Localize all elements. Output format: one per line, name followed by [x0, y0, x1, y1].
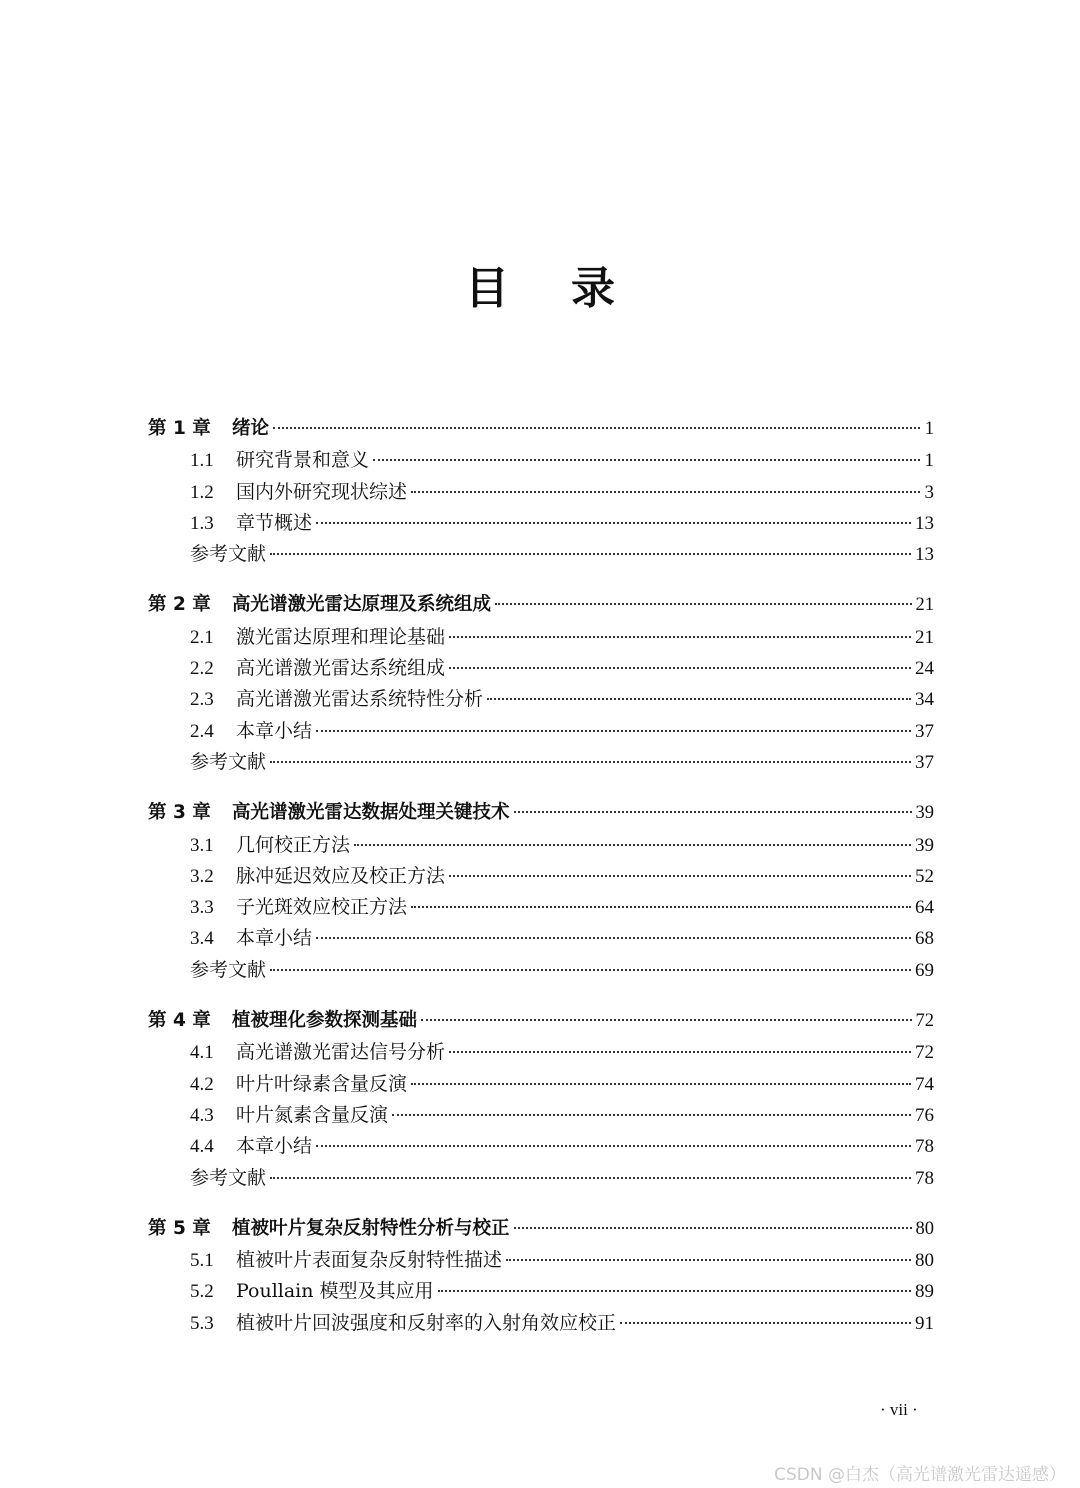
toc-chapter-block: [148, 798, 934, 986]
section-number: 3.4: [190, 928, 214, 950]
dot-leader: [514, 811, 912, 813]
toc-chapter-block: [148, 1214, 934, 1339]
footer-page-number: · vii ·: [880, 1400, 918, 1419]
chapter-label: 第 4 章: [148, 1010, 211, 1032]
toc-chapter-block: [148, 1006, 934, 1194]
toc-section-entry[interactable]: [148, 716, 934, 747]
section-page-number: 89: [915, 1281, 934, 1303]
section-page-number: 76: [915, 1104, 934, 1126]
section-page-number: 13: [915, 512, 934, 534]
section-page-number: 69: [915, 959, 934, 981]
section-title: 高光谱激光雷达信号分析: [236, 1041, 446, 1064]
toc-chapter-block: [148, 590, 934, 778]
chapter-label: 第 1 章: [148, 418, 211, 439]
section-page-number: 91: [915, 1312, 934, 1334]
section-page-number: 3: [924, 481, 934, 503]
dot-leader: [421, 1019, 911, 1021]
section-page-number: 39: [915, 834, 934, 856]
section-page-number: 68: [915, 928, 934, 950]
section-number: 4.2: [190, 1073, 214, 1095]
toc-section-entry[interactable]: [148, 1131, 934, 1162]
dot-leader: [270, 1177, 911, 1179]
dot-leader: [506, 1259, 911, 1261]
section-number: 2.4: [190, 720, 214, 742]
section-page-number: 80: [915, 1250, 934, 1272]
dot-leader: [514, 1227, 912, 1229]
section-page-number: 37: [915, 751, 934, 773]
section-title: 脉冲延迟效应及校正方法: [236, 864, 446, 887]
dot-leader: [316, 522, 911, 524]
page-title: [0, 252, 1080, 316]
toc-section-entry[interactable]: [148, 1308, 934, 1339]
dot-leader: [438, 1290, 911, 1292]
section-page-number: 78: [915, 1167, 934, 1189]
table-of-contents: [148, 414, 934, 1359]
dot-leader: [270, 553, 911, 555]
toc-chapter-entry[interactable]: [148, 1006, 934, 1037]
watermark: CSDN @白杰（高光谱激光雷达遥感）: [774, 1465, 1066, 1485]
section-title: 叶片叶绿素含量反演: [236, 1072, 408, 1095]
chapter-label: 第 3 章: [148, 802, 211, 824]
section-title: 高光谱激光雷达系统特性分析: [236, 688, 484, 711]
section-title: 章节概述: [236, 511, 313, 534]
toc-section-entry[interactable]: [148, 955, 934, 986]
section-page-number: 21: [915, 626, 934, 648]
dot-leader: [495, 603, 911, 605]
section-title: 参考文献: [190, 750, 267, 773]
toc-chapter-entry[interactable]: [148, 1214, 934, 1245]
toc-section-entry[interactable]: [148, 923, 934, 954]
toc-section-entry[interactable]: [148, 861, 934, 892]
toc-section-entry[interactable]: [148, 1037, 934, 1068]
toc-section-entry[interactable]: [148, 1245, 934, 1276]
dot-leader: [411, 1083, 911, 1085]
section-title: 植被叶片表面复杂反射特性描述: [236, 1249, 503, 1272]
toc-section-entry[interactable]: [148, 684, 934, 715]
section-number: 2.2: [190, 658, 214, 680]
section-number: 4.4: [190, 1136, 214, 1158]
section-page-number: 24: [915, 658, 934, 680]
section-page-number: 72: [915, 1042, 934, 1064]
section-title: 研究背景和意义: [236, 449, 370, 472]
chapter-page-number: 39: [915, 803, 934, 824]
section-page-number: 74: [915, 1073, 934, 1095]
section-page-number: 34: [915, 689, 934, 711]
section-number: 1.1: [190, 450, 214, 472]
section-page-number: 37: [915, 720, 934, 742]
toc-section-entry[interactable]: [148, 747, 934, 778]
section-number: 4.1: [190, 1042, 214, 1064]
toc-section-entry[interactable]: [148, 892, 934, 923]
dot-leader: [449, 1051, 911, 1053]
section-page-number: 78: [915, 1136, 934, 1158]
toc-section-entry[interactable]: [148, 1163, 934, 1194]
section-number: 3.2: [190, 865, 214, 887]
section-title: 参考文献: [190, 958, 267, 981]
section-title: 本章小结: [236, 719, 313, 742]
dot-leader: [392, 1114, 911, 1116]
dot-leader: [316, 1145, 911, 1147]
chapter-label: 第 2 章: [148, 594, 211, 616]
section-number: 5.3: [190, 1312, 214, 1334]
dot-leader: [449, 636, 911, 638]
section-number: 5.2: [190, 1281, 214, 1303]
dot-leader: [449, 667, 911, 669]
section-title: 叶片氮素含量反演: [236, 1103, 389, 1126]
section-title: 子光斑效应校正方法: [236, 896, 408, 919]
toc-section-entry[interactable]: [148, 1276, 934, 1307]
dot-leader: [411, 491, 920, 493]
toc-section-entry[interactable]: [148, 508, 934, 539]
toc-chapter-entry[interactable]: [148, 798, 934, 829]
toc-section-entry[interactable]: [148, 830, 934, 861]
dot-leader: [373, 459, 920, 461]
section-title: 本章小结: [236, 927, 313, 950]
dot-leader: [487, 698, 911, 700]
section-page-number: 1: [924, 450, 934, 472]
chapter-page-number: 1: [924, 419, 934, 439]
toc-section-entry[interactable]: [148, 445, 934, 476]
chapter-label: 第 5 章: [148, 1217, 211, 1239]
dot-leader: [411, 906, 911, 908]
section-number: 3.1: [190, 834, 214, 856]
toc-section-entry[interactable]: [148, 1069, 934, 1100]
section-title: 高光谱激光雷达系统组成: [236, 657, 446, 680]
section-title: 激光雷达原理和理论基础: [236, 625, 446, 648]
dot-leader: [273, 427, 920, 429]
section-page-number: 52: [915, 865, 934, 887]
chapter-page-number: 80: [915, 1218, 934, 1239]
section-number: 1.3: [190, 512, 214, 534]
chapter-title: 绪论: [232, 418, 270, 439]
page-title-left: 目: [465, 263, 509, 314]
section-title: Poullain 模型及其应用: [236, 1280, 434, 1303]
chapter-page-number: 21: [915, 595, 934, 616]
section-number: 2.1: [190, 626, 214, 648]
dot-leader: [354, 844, 911, 846]
dot-leader: [620, 1322, 911, 1324]
section-number: 2.3: [190, 689, 214, 711]
toc-chapter-block: [148, 414, 934, 570]
toc-chapter-entry[interactable]: [148, 590, 934, 621]
section-title: 植被叶片回波强度和反射率的入射角效应校正: [236, 1311, 617, 1334]
chapter-title: 高光谱激光雷达原理及系统组成: [232, 594, 492, 616]
toc-section-entry[interactable]: [148, 539, 934, 570]
toc-section-entry[interactable]: [148, 622, 934, 653]
toc-chapter-entry[interactable]: [148, 414, 934, 445]
toc-section-entry[interactable]: [148, 477, 934, 508]
section-page-number: 64: [915, 897, 934, 919]
dot-leader: [316, 730, 911, 732]
page-title-right: 录: [571, 263, 615, 314]
section-number: 1.2: [190, 481, 214, 503]
chapter-title: 植被理化参数探测基础: [232, 1010, 418, 1032]
section-title: 本章小结: [236, 1135, 313, 1158]
dot-leader: [449, 875, 911, 877]
section-number: 4.3: [190, 1104, 214, 1126]
toc-section-entry[interactable]: [148, 1100, 934, 1131]
dot-leader: [270, 969, 911, 971]
section-title: 国内外研究现状综述: [236, 480, 408, 503]
section-number: 3.3: [190, 897, 214, 919]
toc-section-entry[interactable]: [148, 653, 934, 684]
section-title: 参考文献: [190, 1166, 267, 1189]
section-page-number: 13: [915, 544, 934, 566]
dot-leader: [270, 761, 911, 763]
section-title: 几何校正方法: [236, 833, 351, 856]
chapter-page-number: 72: [915, 1011, 934, 1032]
section-number: 5.1: [190, 1250, 214, 1272]
chapter-title: 植被叶片复杂反射特性分析与校正: [232, 1217, 510, 1239]
dot-leader: [316, 937, 911, 939]
section-title: 参考文献: [190, 543, 267, 566]
chapter-title: 高光谱激光雷达数据处理关键技术: [232, 802, 510, 824]
